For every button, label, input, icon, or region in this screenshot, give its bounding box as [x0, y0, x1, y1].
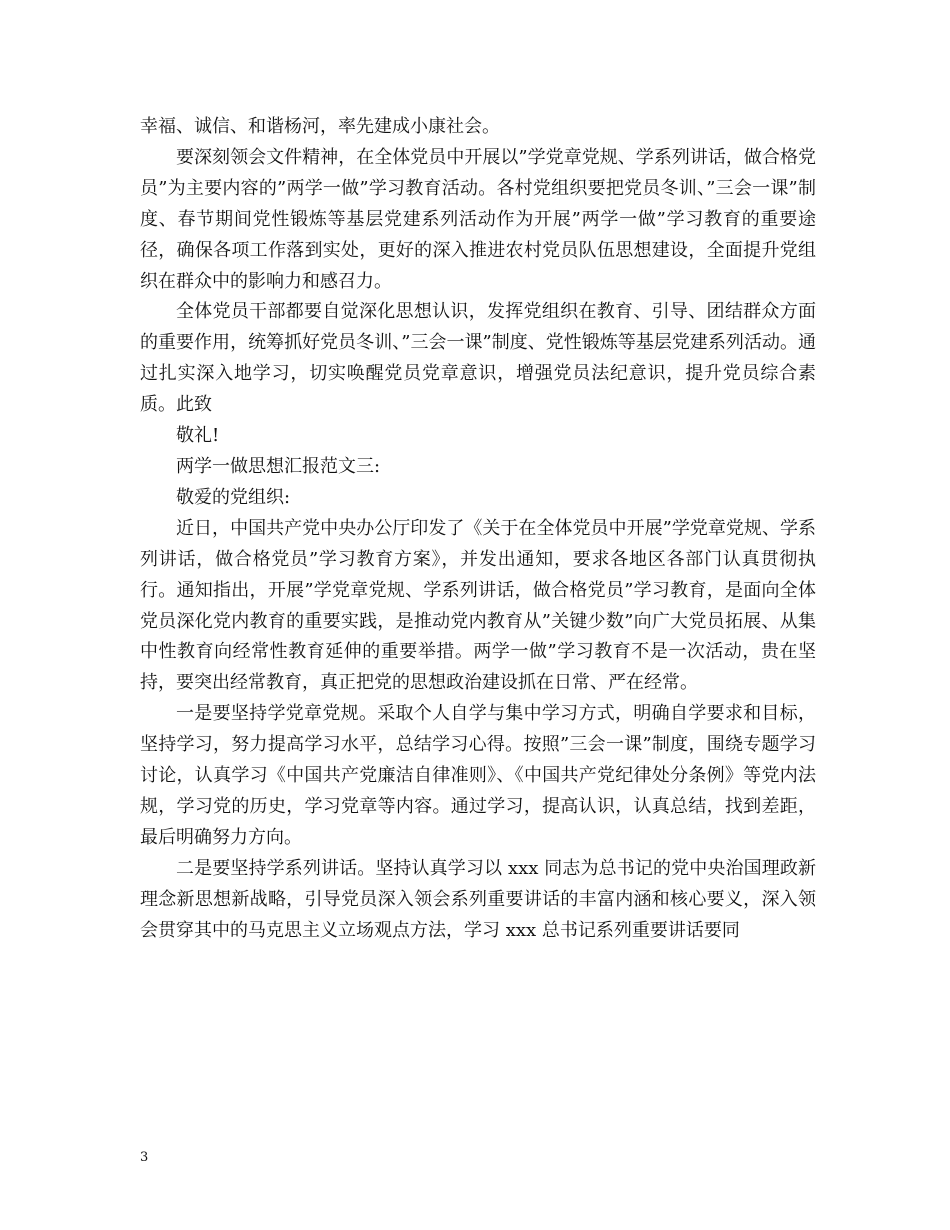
section-heading: 两学一做思想汇报范文三: [176, 455, 381, 477]
closing-salutation: 敬礼! [176, 425, 220, 447]
page-number: 3 [140, 1150, 149, 1165]
paragraph: 要深刻领会文件精神，在全体党员中开展以”学党章党规、学系列讲话，做合格党员”为主要内容的”两学一做”学习教育活动。各村党组织要把党员冬训、”三会一课”制度、春节期间党性锻炼等基层党建系列活动作为开展”两学一做”学习教育的重要途径，确保各项工作落到实处，更好的深入推进农村党员队伍思想建设，全面提升党组织在群众中的影响力和感召力。 [140, 146, 816, 292]
paragraph: 近日，中国共产党中央办公厅印发了《关于在全体党员中开展”学党章党规、学系列讲话，做合格党员”学习教育方案》，并发出通知，要求各地区各部门认真贯彻执行。通知指出，开展”学党章党规、学系列讲话，做合格党员”学习教育，是面向全体党员深化党内教育的重要实践，是推动党内教育从”关键少数”向广大党员拓展、从集中性教育向经常性教育延伸的重要举措。两学一做”学习教育不是一次活动，贵在坚持，要突出经常教育，真正把党的思想政治建设抓在日常、严在经常。 [140, 517, 816, 694]
paragraph: 全体党员干部都要自觉深化思想认识，发挥党组织在教育、引导、团结群众方面的重要作用，统筹抓好党员冬训、”三会一课”制度、党性锻炼等基层党建系列活动。通过扎实深入地学习，切实唤醒党员党章意识，增强党员法纪意识，提升党员综合素质。此致 [140, 301, 816, 416]
letter-greeting: 敬爱的党组织: [176, 486, 291, 508]
paragraph: 一是要坚持学党章党规。采取个人自学与集中学习方式，明确自学要求和目标，坚持学习，努力提高学习水平，总结学习心得。按照”三会一课”制度，围绕专题学习讨论，认真学习《中国共产党廉洁自律准则》、《中国共产党纪律处分条例》等党内法规，学习党的历史，学习党章等内容。通过学习，提高认识，认真总结，找到差距，最后明确努力方向。 [140, 703, 816, 848]
document-body [140, 112, 816, 946]
paragraph: 幸福、诚信、和谐杨河，率先建成小康社会。 [140, 116, 500, 137]
paragraph: 二是要坚持学系列讲话。坚持认真学习以 xxx 同志为总书记的党中央治国理政新理念新思想新战略，引导党员深入领会系列重要讲话的丰富内涵和核心要义，深入领会贯穿其中的马克思主义立场观点方法，学习 xxx 总书记系列重要讲话要同 [140, 857, 816, 941]
